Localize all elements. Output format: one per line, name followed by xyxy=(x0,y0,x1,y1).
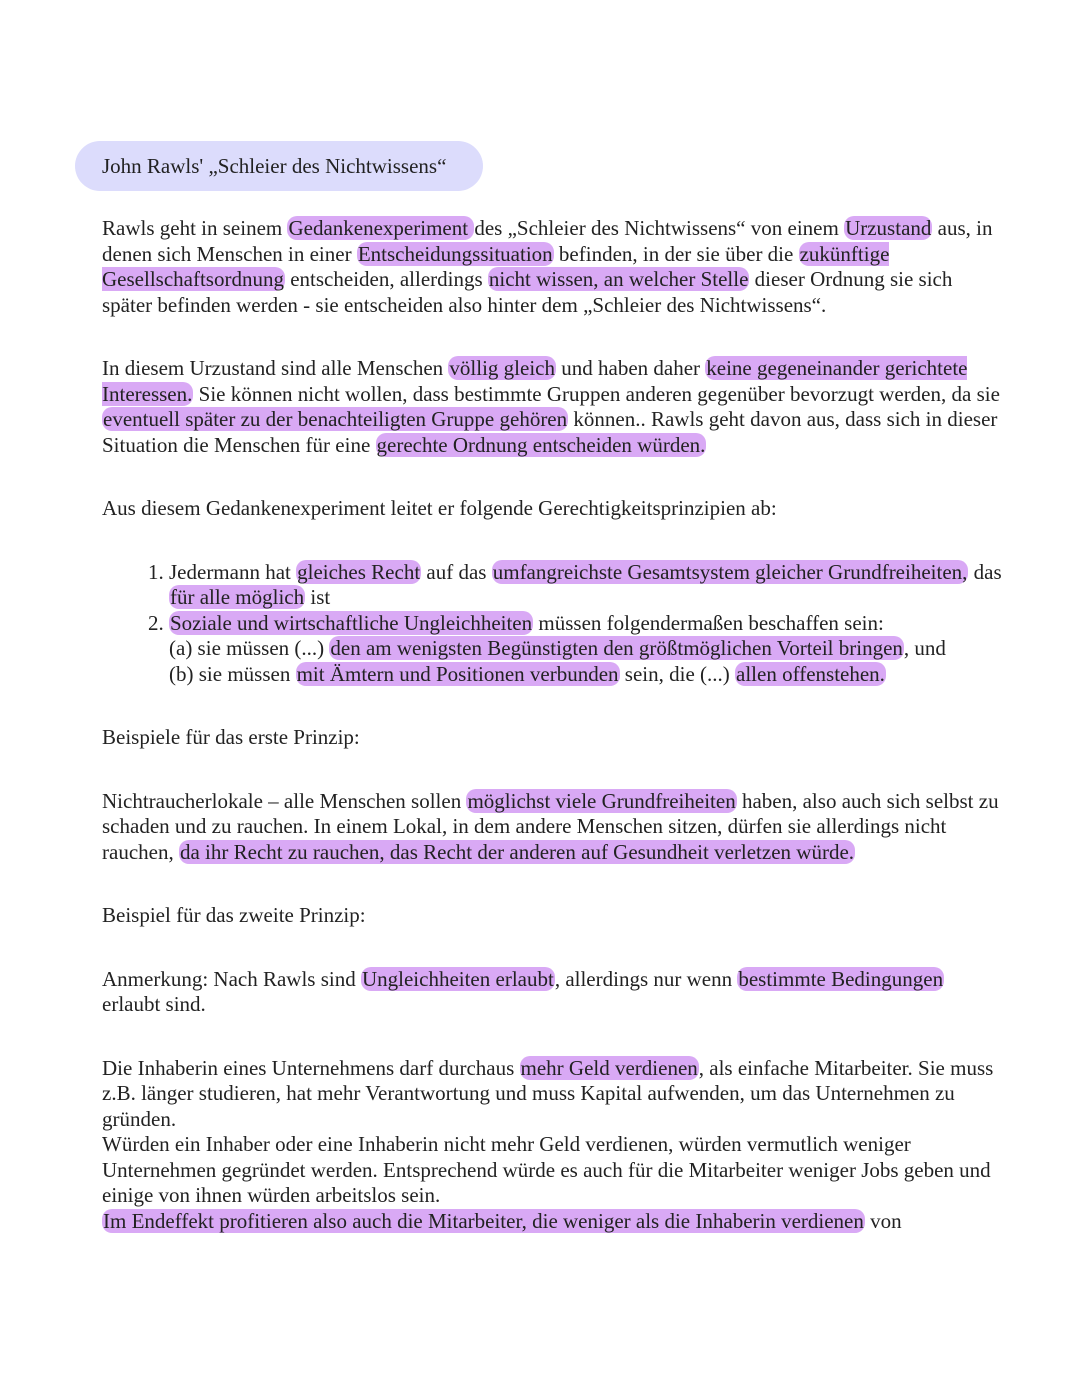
principle-1 xyxy=(169,560,1002,611)
text: aus, in denen sich Menschen in einer xyxy=(102,216,993,266)
document-title: John Rawls' „Schleier des Nichtwissens“ xyxy=(102,153,447,178)
paragraph-principles-intro: Aus diesem Gedankenexperiment leitet er folgende Gerechtigkeitsprinzipien ab: xyxy=(102,496,777,520)
title-box xyxy=(75,141,483,191)
text: befinden, in der sie über die xyxy=(553,241,799,266)
text: entscheiden, allerdings xyxy=(284,267,488,291)
highlight: umfangreichste Gesamtsystem gleicher Grundfreiheiten, xyxy=(492,559,968,584)
principle-2a xyxy=(169,636,1002,662)
text: und haben daher xyxy=(556,356,706,380)
paragraph-example-2 xyxy=(102,1056,1002,1235)
heading-example-1: Beispiele für das erste Prinzip: xyxy=(102,725,360,749)
highlight: mit Ämtern und Positionen verbunden xyxy=(296,661,619,686)
text: Jedermann hat xyxy=(169,559,297,584)
highlight: allen offenstehen. xyxy=(736,661,885,686)
heading-example-2: Beispiel für das zweite Prinzip: xyxy=(102,903,366,927)
text: Rawls geht in seinem xyxy=(102,216,288,240)
text: müssen folgendermaßen beschaffen sein: xyxy=(533,610,884,635)
highlight: möglichst viele Grundfreiheiten xyxy=(467,788,736,813)
principle-2 xyxy=(169,611,1002,688)
text: Nichtraucherlokale – alle Menschen sollen xyxy=(102,788,467,813)
text: (a) sie müssen (...) xyxy=(169,636,330,660)
text: Anmerkung: Nach Rawls sind xyxy=(102,966,361,991)
text: auf das xyxy=(421,559,492,584)
highlight: nicht wissen, an welcher Stelle xyxy=(488,267,749,291)
text: , und xyxy=(903,636,946,660)
paragraph-example-1 xyxy=(102,789,1002,866)
highlight: Soziale und wirtschaftliche Ungleichheiten xyxy=(170,610,533,635)
text: In diesem Urzustand sind alle Menschen xyxy=(102,356,449,380)
highlight: gleiches Recht xyxy=(297,559,421,584)
document-body xyxy=(102,216,1002,1234)
highlight: Im Endeffekt profitieren also auch die Mitarbeiter, die weniger als die Inhaberin verdienen xyxy=(103,1208,864,1233)
principle-2b xyxy=(169,662,1002,688)
text: können.. Rawls geht davon aus, dass sich in dieser Situation die Menschen für eine xyxy=(102,407,998,457)
highlight: mehr Geld verdienen xyxy=(520,1055,698,1080)
text: (b) sie müssen xyxy=(169,661,296,686)
text: Die Inhaberin eines Unternehmens darf durchaus xyxy=(102,1055,520,1080)
text: dieser Ordnung sie sich später befinden werden - sie entscheiden also hinter dem „Schleier des Nichtwissens“. xyxy=(102,267,953,317)
text: , allerdings nur wenn xyxy=(554,966,738,991)
text: das xyxy=(968,559,1002,584)
text: des „Schleier des Nichtwissens“ von einem xyxy=(474,216,845,240)
highlight: völlig gleich xyxy=(449,356,555,380)
highlight: eventuell später zu der benachteiligten Gruppe gehören xyxy=(103,407,568,431)
text: haben, also auch sich selbst zu schaden und zu rauchen. In einem Lokal, in dem andere Menschen sitzen, dürfen sie allerdings nicht rauchen, xyxy=(102,788,999,864)
text: Sie können nicht wollen, dass bestimmte Gruppen anderen gegenüber bevorzugt werden, da sie xyxy=(193,381,1000,406)
text: von xyxy=(864,1208,902,1233)
paragraph-intro xyxy=(102,216,1002,318)
text: , als einfache Mitarbeiter. Sie muss z.B. länger studieren, hat mehr Verantwortung und muss Kapital aufwenden, um das Unternehmen zu gründen. xyxy=(102,1055,994,1131)
highlight: bestimmte Bedingungen xyxy=(738,966,944,991)
text: ist xyxy=(305,585,331,609)
text: erlaubt sind. xyxy=(102,992,206,1016)
text: Würden ein Inhaber oder eine Inhaberin nicht mehr Geld verdienen, würden vermutlich weniger Unternehmen gegründet werden. Entsprechend würde es auch für die Mitarbeiter weniger Jobs geben und einige von ihnen würden arbeitslos sein. xyxy=(102,1132,991,1207)
highlight: keine gegeneinander gerichtete Interessen. xyxy=(102,356,968,406)
highlight: gerechte Ordnung entscheiden würden. xyxy=(376,432,706,457)
paragraph-note xyxy=(102,967,1002,1018)
text: sein, die (...) xyxy=(619,661,736,686)
highlight: Gedankenexperiment xyxy=(288,216,474,240)
highlight: da ihr Recht zu rauchen, das Recht der anderen auf Gesundheit verletzen würde. xyxy=(179,839,855,864)
highlight: Urzustand xyxy=(845,216,932,240)
principles-list xyxy=(102,560,1002,688)
highlight: den am wenigsten Begünstigten den größtmöglichen Vorteil bringen xyxy=(330,636,903,660)
highlight: Ungleichheiten erlaubt xyxy=(361,966,554,991)
highlight: für alle möglich xyxy=(170,585,305,609)
highlight: Entscheidungssituation xyxy=(357,241,553,266)
highlight: zukünftige Gesellschaftsordnung xyxy=(102,241,890,291)
paragraph-urzustand xyxy=(102,356,1002,458)
